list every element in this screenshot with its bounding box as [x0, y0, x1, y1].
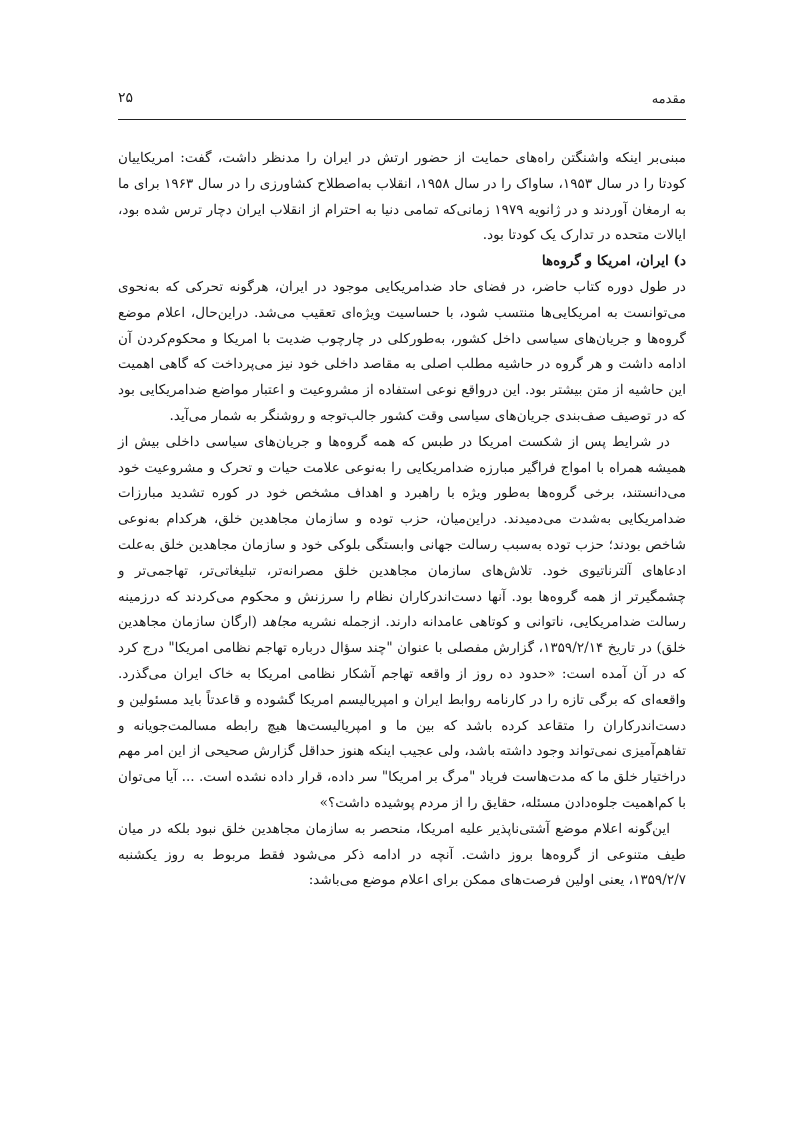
- paragraph-tabas: [118, 430, 686, 817]
- section-heading: د) ایران، امریکا و گروه‌ها: [541, 253, 686, 270]
- paragraph-text-quote: (ارگان سازمان مجاهدین خلق) در تاریخ ۱۳۵۹/۲/۱۴، گزارش مفصلی با عنوان "چند سؤال درباره تهاجم نظامی امریکا" درج کرد که در آن آمده است: «حدود ده روز از واقعه تهاجم آشکار نظامی امریکا به خاک ایران می‌گذرد. واقعه‌ای که برگی تازه را در کارنامه روابط ایران و امپریالیسم امریکا گشوده و قاعدتاً باید مسئولین و دست‌اندرکاران را متقاعد کرده باشد که بین ما و امپریالیست‌ها هیچ رابطه مسالمت‌جویانه و تفاهم‌آمیزی نمی‌تواند وجود داشته باشد، ولی عجیب اینکه هنوز حداقل گزارش صحیحی از این امر مهم دراختیار خلق ما که مدت‌هاست فریاد "مرگ بر امریکا" سر داده، قرار داده نشده است. ... آیا می‌توان با کم‌اهمیت جلوه‌دادن مسئله، حقایق را از مردم پوشیده داشت؟»: [118, 614, 686, 811]
- page-number: ۲۵: [118, 90, 134, 106]
- chapter-title: مقدمه: [651, 92, 686, 107]
- running-head: [118, 88, 686, 114]
- paragraph-intro: در طول دوره کتاب حاضر، در فضای حاد ضدامریکایی موجود در ایران، هرگونه تحرکی که به‌نحوی می‌توانست به امریکایی‌ها منتسب شود، با حساسیت ویژه‌ای تعقیب می‌شد. دراین‌حال، اعلام موضع گروه‌ها و جریان‌های سیاسی داخل کشور، به‌طورکلی در چارچوب ضدیت با امریکا و محکوم‌کردن آن ادامه داشت و هر گروه در حاشیه مطلب اصلی به مقاصد داخلی خود نیز می‌پرداخت که گاهی اهمیت این حاشیه از متن بیشتر بود. این درواقع نوعی استفاده از مشروعیت و اعتبار مواضع ضدامریکایی بود که در توصیف صف‌بندی جریان‌های سیاسی وقت کشور جالب‌توجه و روشنگر به شمار می‌آید.: [118, 278, 686, 424]
- paragraph-conclusion: این‌گونه اعلام موضع آشتی‌ناپذیر علیه امریکا، منحصر به سازمان مجاهدین خلق نبود بلکه در میان طیف متنوعی از گروه‌ها بروز داشت. آنچه در ادامه ذکر می‌شود فقط مربوط به روز یکشنبه ۱۳۵۹/۲/۷، یعنی اولین فرصت‌های ممکن برای اعلام موضع می‌باشد:: [118, 820, 686, 889]
- publication-name: مجاهد: [262, 614, 297, 631]
- header-rule: [118, 119, 686, 120]
- paragraph-continuation: مبنی‌بر اینکه واشنگتن راه‌های حمایت از حضور ارتش در ایران را مدنظر داشت، گفت: امریکاییان کودتا را در سال ۱۹۵۳، ساواک را در سال ۱۹۵۸، انقلاب به‌اصطلاح کشاورزی را در سال ۱۹۶۳ برای ما به ارمغان آوردند و در ژانویه ۱۹۷۹ زمانی‌که تمامی دنیا به احترام از انقلاب ایران دچار ترس شده بود، ایالات متحده در تدارک یک کودتا بود.: [118, 150, 686, 244]
- paragraph-text: در شرایط پس از شکست امریکا در طبس که همه گروه‌ها و جریان‌های سیاسی داخلی بیش از همیشه همراه با امواج فراگیر مبارزه ضدامریکایی را به‌نوعی علامت حیات و تحرک و مشروعیت خود می‌دانستند، برخی گروه‌ها به‌طور ویژه با راهبرد و اهداف مشخص خود در کوره تشدید مبارزات ضدامریکایی به‌شدت می‌دمیدند. دراین‌میان، حزب توده و سازمان مجاهدین خلق، هرکدام به‌نوعی شاخص بودند؛ حزب توده به‌سبب رسالت جهانی وابستگی بلوکی خود و سازمان مجاهدین خلق به‌علت ادعاهای آلترناتیوی خود. تلاش‌های سازمان مجاهدین خلق مصرانه‌تر، تبلیغاتی‌تر، تهاجمی‌تر و چشمگیرتر از همه گروه‌ها بود. آنها دست‌اندرکاران نظام را سرزنش و محکوم می‌کردند که درزمینه رسالت ضدامریکایی، ناتوانی و کوتاهی عامدانه دارند. ازجمله نشریه: [118, 433, 687, 631]
- body-text: [118, 146, 686, 894]
